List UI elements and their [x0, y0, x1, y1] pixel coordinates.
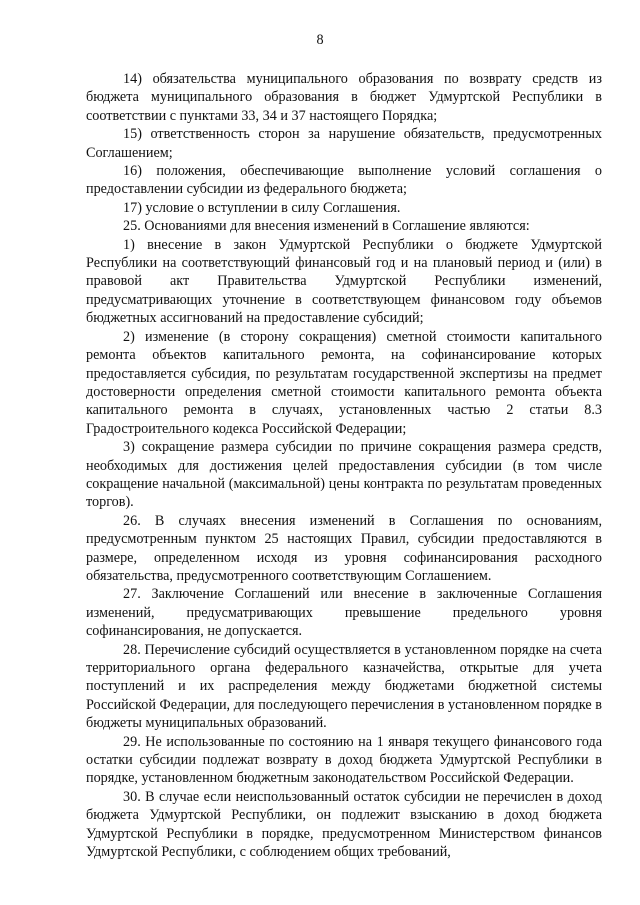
paragraph-25-3: 3) сокращение размера субсидии по причине сокращения размера средств, необходимых для достижения целей предоставления субсидии (в том числе сокращение начальной (максимальной) цены контракта по результатам проведенных торгов). [86, 439, 602, 511]
paragraph-29: 29. Не использованные по состоянию на 1 января текущего финансового года остатки субсидии подлежат возврату в доход бюджета Удмуртской Республики в порядке, установленном бюджетным законодательством Российской Федерации. [86, 733, 602, 787]
paragraph-28: 28. Перечисление субсидий осуществляется в установленном порядке на счета территориального органа федерального казначейства, открытые для учета поступлений и их распределения между бюджетами бюджетной системы Российской Федерации, для последующего перечисления в установленном порядке в бюджеты муниципальных образований. [86, 641, 602, 732]
document-body [86, 70, 602, 861]
paragraph-15-responsibility: 15) ответственность сторон за нарушение обязательств, предусмотренных Соглашением; [86, 126, 602, 161]
paragraph-17-entry-into-force: 17) условие о вступлении в силу Соглашения. [123, 199, 401, 216]
paragraph-30: 30. В случае если неиспользованный остаток субсидии не перечислен в доход бюджета Удмуртской Республики, он подлежит взысканию в доход бюджета Удмуртской Республики в порядке, предусмотренном Министерством финансов Удмуртской Республики, с соблюдением общих требований, [86, 788, 602, 861]
paragraph-14-obligations: 14) обязательства муниципального образования по возврату средств из бюджета муниципального образования в бюджет Удмуртской Республики в соответствии с пунктами 33, 34 и 37 настоящего Порядка; [86, 71, 602, 124]
paragraph-25-grounds: 25. Основаниями для внесения изменений в Соглашение являются: [123, 218, 530, 235]
paragraph-26: 26. В случаях внесения изменений в Соглашения по основаниям, предусмотренным пунктом 25 настоящих Правил, субсидии предоставляются в размере, определенном исходя из уровня софинансирования расходного обязательства, предусмотренного соответствующим Соглашением. [86, 512, 602, 584]
paragraph-25-1: 1) внесение в закон Удмуртской Республики о бюджете Удмуртской Республики на соответствующий финансовый год и на плановый период и (или) в правовой акт Правительства Удмуртской Республики изменений, предусматривающих уточнение в соответствующем финансовом году объемов бюджетных ассигнований на предоставление субсидий; [86, 236, 602, 327]
paragraph-16-conditions: 16) положения, обеспечивающие выполнение условий соглашения о предоставлении субсидии из федерального бюджета; [86, 163, 602, 198]
paragraph-27: 27. Заключение Соглашений или внесение в заключенные Соглашения изменений, предусматривающих превышение предельного уровня софинансирования, не допускается. [86, 586, 602, 640]
page-number: 8 [316, 32, 324, 48]
paragraph-25-2: 2) изменение (в сторону сокращения) сметной стоимости капитального ремонта объектов капитального ремонта, на софинансирование которых предоставляется субсидия, по результатам государственной экспертизы на предмет достоверности определения сметной стоимости капитального ремонта объекта капитального ремонта в случаях, установленных частью 2 статьи 8.3 Градостроительного кодекса Российской Федерации; [86, 328, 602, 437]
